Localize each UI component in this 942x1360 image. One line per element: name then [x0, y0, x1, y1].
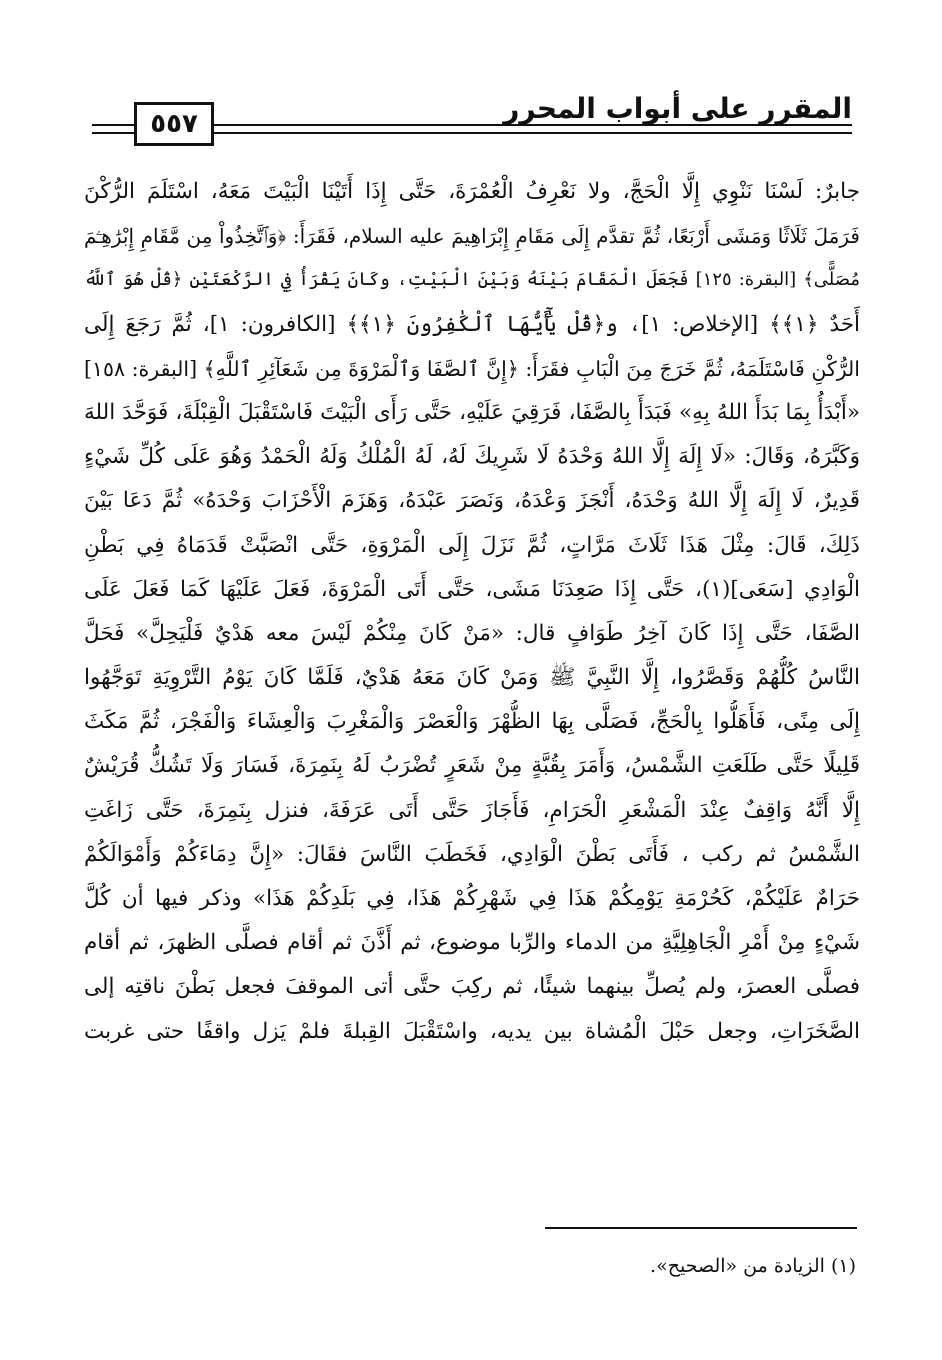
- text-line: جابرٌ: لَسْنَا نَنْوِي إِلَّا الْحَجَّ، ولا نَعْرِفُ الْعُمْرَةَ، حَتَّى إِذَا أَتَيْنَا الْبَيْتَ مَعَهُ، اسْتَلَمَ الرُّكْنَ: [84, 179, 860, 204]
- text-line: الْوَادِي [سَعَى](١)، حَتَّى إِذَا صَعِدَنَا مَشَى، حَتَّى أَتَى الْمَرْوَةَ، فَعَلَ عَلَيْهَا كَمَا فَعَلَ عَلَى: [84, 576, 860, 602]
- text-line: «أَبْدَأُ بِمَا بَدَأَ اللهُ بِهِ» فَبَدَأَ بِالصَّفَا، فَرَقِيَ عَلَيْهِ، حَتَّى رَأَى الْبَيْتَ فَاسْتَقْبَلَ الْقِبْلَةَ، فَوَحَّدَ اللهَ: [84, 399, 860, 425]
- text-line: قَلِيلًا حَتَّى طَلَعَتِ الشَّمْسُ، وَأَمَرَ بِقُبَّةٍ مِنْ شَعَرٍ تُضْرَبُ لَهُ بِنَمِرَةَ، فَسَارَ وَلَا تَشُكُّ قُرَيْشٌ: [84, 753, 860, 779]
- text-line: مُصَلًّى﴾ [البقرة: ١٢٥] فَجَعَلَ الْمَقَامَ بَيْنَهُ وَبَيْنَ الْبَيْتِ، وكَانَ يَقْرَأُ فِي الرَّكْعَتَيْنِ ﴿قُلْ هُوَ ٱللَّهُ: [84, 269, 860, 291]
- footnote: (١) الزيادة من «الصحيح».: [650, 1255, 856, 1277]
- text-line: شَيْءٍ مِنْ أَمْرِ الْجَاهِلِيَّةِ من الدماء والرِّبا موضوع، ثم أَذَّنَ ثم أقام فصلَّى الظهرَ، ثم أقام: [84, 930, 860, 956]
- footnote-separator: [545, 1227, 857, 1229]
- text-line: ذَلِكَ، قَالَ: مِثْلَ هَذَا ثَلَاثَ مَرَّاتٍ، ثُمَّ نَزَلَ إِلَى الْمَرْوَةِ، حَتَّى انْصَبَّتْ قَدَمَاهُ فِي بَطْنِ: [84, 532, 860, 558]
- text-line: إِلَّا أَنَّهُ وَاقِفٌ عِنْدَ الْمَشْعَرِ الْحَرَامِ، فَأَجَازَ حَتَّى أَتَى عَرَفَةَ، فنزل بِنَمِرَةَ، حَتَّى زَاغَتِ: [84, 797, 860, 823]
- text-line: الصَّفَا، حَتَّى إِذَا كَانَ آخِرُ طَوَافٍ قال: «مَنْ كَانَ مِنْكُمْ لَيْسَ معه هَدْيٌ فَلْيَحِلَّ» فَحَلَّ: [84, 620, 860, 646]
- text-line: الصَّخَرَاتِ، وجعل حَبْلَ الْمُشاة بين يديه، واسْتَقْبَلَ القِبلةَ فلمْ يَزل واقفًا حتى غربت: [84, 1018, 860, 1044]
- running-header: [92, 90, 852, 160]
- text-line: فصلَّى العصرَ، ولم يُصلِّ بينهما شيئًا، ثم ركِبَ حتَّى أتى الموقفَ فجعل بَطْنَ ناقتِه إلى: [84, 974, 860, 1000]
- running-title: المقرر على أبواب المحرر: [503, 92, 852, 125]
- text-line: الشَّمْسُ ثم ركب ، فَأَتَى بَطْنَ الْوَادِي، فَخَطَبَ النَّاسَ فقَالَ: «إِنَّ دِمَاءَكُمْ وَأَمْوَالَكُمْ: [84, 841, 860, 867]
- body-text: [84, 170, 860, 1054]
- page-number: ٥٥٧: [134, 102, 214, 146]
- text-line: إِلَى مِنًى، فَأَهَلُّوا بِالْحَجِّ، فَصَلَّى بِهَا الظُّهْرَ وَالْعَصْرَ وَالْمَغْرِبَ وَالْعِشَاءَ وَالْفَجْرَ، ثُمَّ مَكَثَ: [84, 709, 860, 735]
- text-line: النَّاسُ كُلُّهُمْ وَقَصَّرُوا، إِلَّا النَّبِيَّ ﷺ وَمَنْ كَانَ مَعَهُ هَدْيٌ، فَلَمَّا كَانَ يَوْمُ التَّرْوِيَةِ تَوَجَّهُوا: [84, 665, 860, 691]
- text-line: فَرَمَلَ ثَلَاثًا وَمَشَى أَرْبَعًا، ثُمَّ تقدَّم إِلَى مَقَامِ إِبْرَاهِيمَ عليه السلام، فَقَرَأَ: ﴿وَٱتَّخِذُواْ مِن مَّقَامِ إِبْرَٰهِـۧمَ: [84, 224, 860, 249]
- text-line: وَكَبَّرَهُ، وَقَالَ: «لَا إِلَهَ إِلَّا اللهُ وَحْدَهُ لَا شَرِيكَ لَهُ، لَهُ الْمُلْكُ وَلَهُ الْحَمْدُ وَهُوَ عَلَى كُلِّ شَيْءٍ: [84, 444, 860, 470]
- text-line: قَدِيرٌ، لَا إِلَهَ إِلَّا اللهُ وَحْدَهُ، أَنْجَزَ وَعْدَهُ، وَنَصَرَ عَبْدَهُ، وَهَزَمَ الْأَحْزَابَ وَحْدَهُ» ثُمَّ دَعَا بَيْنَ: [84, 488, 860, 514]
- text-line: أَحَدٌ ﴿١﴾﴾ [الإخلاص: ١]، و﴿قُلْ يَٰٓأَيُّهَا ٱلْكَٰفِرُونَ ﴿١﴾﴾ [الكافرون: ١]، ثُمَّ رَجَعَ إِلَى: [84, 311, 860, 337]
- text-line: حَرَامٌ عَلَيْكُمْ، كَحُرْمَةِ يَوْمِكُمْ هَذَا فِي شَهْرِكُمْ هَذَا، فِي بَلَدِكُمْ هَذَا» وذكر فيها أن كُلَّ: [84, 886, 860, 911]
- text-line: الرُّكْنِ فَاسْتَلَمَهُ، ثُمَّ خَرَجَ مِنَ الْبَابِ فقَرَأَ: ﴿إِنَّ ٱلصَّفَا وَٱلْمَرْوَةَ مِن شَعَآئِرِ ٱللَّهِ﴾ [البقرة: ١٥٨]: [84, 356, 860, 381]
